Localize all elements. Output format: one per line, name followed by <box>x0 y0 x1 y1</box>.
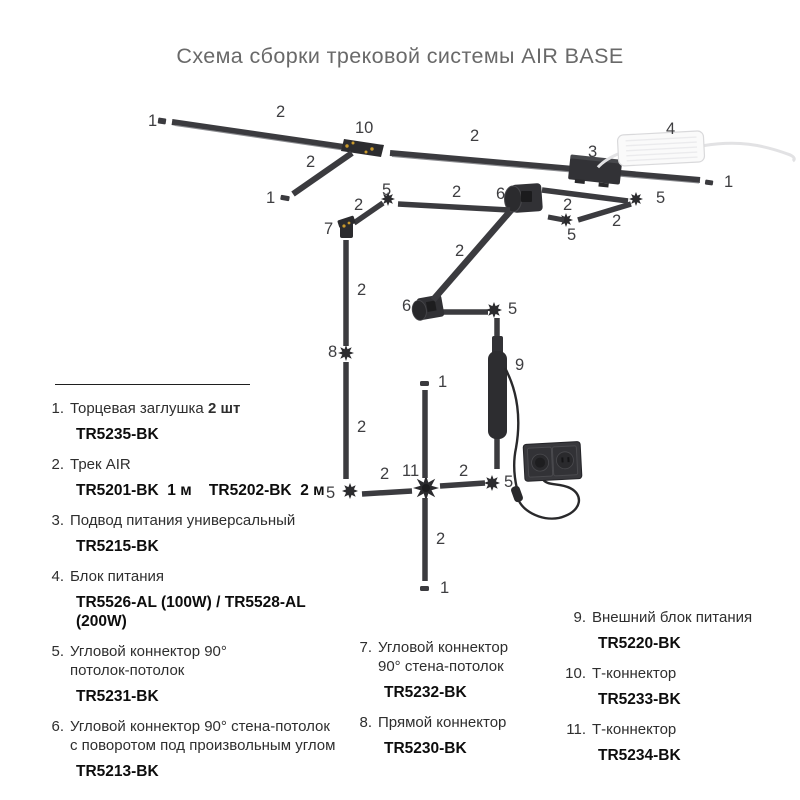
legend-item-code: TR5232-BK <box>384 684 467 701</box>
end-cap-icon <box>420 381 429 386</box>
part-number-label: 11 <box>402 462 420 480</box>
legend-item <box>40 567 350 631</box>
legend-item-code: TR5230-BK <box>384 740 467 757</box>
legend-divider <box>55 384 250 385</box>
legend-column-left <box>40 384 350 792</box>
legend-item-description: Трек AIR <box>70 456 131 473</box>
legend-column-right <box>562 608 787 776</box>
legend-item <box>40 511 350 556</box>
part-number-label: 2 <box>459 462 469 480</box>
track-segment <box>440 483 485 486</box>
part-number-label: 2 <box>380 465 390 483</box>
legend-item <box>348 638 568 702</box>
legend-item-number: 4. <box>51 568 64 585</box>
track-segment <box>542 190 628 201</box>
part-number-label: 2 <box>455 242 465 260</box>
legend-item <box>348 713 568 758</box>
legend-item-description: Внешний блок питания <box>592 609 753 626</box>
corner-connector-icon <box>484 475 500 491</box>
legend-column-middle <box>348 638 568 769</box>
legend-item-number: 2. <box>51 456 64 473</box>
legend-item <box>40 642 350 706</box>
part-number-label: 2 <box>436 530 446 548</box>
psu-cable <box>703 140 794 166</box>
part-number-label: 5 <box>504 473 514 491</box>
part-number-label: 5 <box>508 300 518 318</box>
t-connector-cross-center <box>422 484 430 492</box>
corner-connector-icon <box>486 302 502 318</box>
end-cap-icon <box>280 195 290 201</box>
part-number-label: 7 <box>324 220 334 238</box>
drop-track <box>280 153 352 201</box>
contact-dot <box>365 151 368 154</box>
track-segment <box>398 204 510 210</box>
legend-item-code: TR5213-BK <box>76 763 159 780</box>
legend-item <box>40 455 350 500</box>
legend-item <box>40 399 350 444</box>
part-number-label: 9 <box>515 356 525 374</box>
legend-item-description: Угловой коннектор 90° потолок-потолок <box>70 643 227 679</box>
part-number-label: 3 <box>588 143 598 161</box>
legend-item-description: Подвод питания универсальный <box>70 512 296 529</box>
part-number-label: 8 <box>328 343 338 361</box>
legend-item-code: TR5233-BK <box>598 691 681 708</box>
part-number-label: 2 <box>357 281 367 299</box>
track-segment <box>433 208 513 300</box>
part-number-label: 2 <box>452 183 462 201</box>
part-number-label: 2 <box>306 153 316 171</box>
part-number-label: 5 <box>656 189 666 207</box>
legend-item-code: TR5526-AL (100W) / TR5528-AL (200W) <box>76 594 310 630</box>
part-number-label: 2 <box>563 196 573 214</box>
track-segment <box>293 153 352 194</box>
legend-item-code: TR5231-BK <box>76 688 159 705</box>
legend-item-description: Т-коннектор <box>592 721 677 738</box>
swivel-connector-icon <box>410 294 444 321</box>
straight-connector-icon <box>338 345 354 361</box>
legend-item-description: Блок питания <box>70 568 164 585</box>
part-number-label: 1 <box>266 189 276 207</box>
part-number-label: 10 <box>355 119 374 137</box>
track-edge <box>175 125 343 150</box>
legend-item-description: Угловой коннектор 90° стена-потолок <box>378 639 509 675</box>
power-supply-icon <box>596 126 794 171</box>
part-number-label: 1 <box>724 173 734 191</box>
legend-item <box>562 608 787 653</box>
legend-item-code: TR5215-BK <box>76 538 159 555</box>
part-number-label: 5 <box>326 484 336 502</box>
end-cap-icon <box>420 586 429 591</box>
legend-item-code: TR5235-BK <box>76 426 159 443</box>
legend-item-code: TR5220-BK <box>598 635 681 652</box>
part-number-label: 2 <box>612 212 622 230</box>
part-number-label: 1 <box>148 112 158 130</box>
legend-item-number: 8. <box>359 714 372 731</box>
legend-item-number: 7. <box>359 639 372 656</box>
part-number-label: 2 <box>470 127 480 145</box>
legend-item-number: 10. <box>565 665 586 682</box>
part-number-label: 6 <box>496 185 506 203</box>
part-number-label: 2 <box>357 418 367 436</box>
part-number-label: 4 <box>666 120 676 138</box>
legend-item-code: TR5234-BK <box>598 747 681 764</box>
legend-item-number: 9. <box>573 609 586 626</box>
contact-dot <box>352 142 355 145</box>
track-segment <box>548 217 564 220</box>
page-title: Схема сборки трековой системы AIR BASE <box>176 44 624 68</box>
legend-item <box>40 717 350 781</box>
legend-item-number: 5. <box>51 643 64 660</box>
part-number-label: 5 <box>382 181 392 199</box>
legend-item-description: Торцевая заглушка 2 шт <box>70 400 241 417</box>
track-segment <box>578 204 631 220</box>
external-psu-icon <box>488 351 507 439</box>
part-number-label: 1 <box>440 579 450 597</box>
legend-item-number: 6. <box>51 718 64 735</box>
part-number-label: 6 <box>402 297 412 315</box>
legend-item-description: Прямой коннектор <box>378 714 507 731</box>
legend-item <box>562 664 787 709</box>
legend-item-number: 11. <box>566 721 586 738</box>
part-number-label: 2 <box>354 196 364 214</box>
part-number-label: 5 <box>567 226 577 244</box>
legend-item-number: 1. <box>51 400 64 417</box>
wall-socket-icon <box>523 442 582 482</box>
wall-ceiling-web <box>337 183 643 591</box>
contact-dot <box>370 147 373 150</box>
track-segment <box>172 122 344 147</box>
legend-item <box>562 720 787 765</box>
legend-item-description: Т-коннектор <box>592 665 677 682</box>
legend-item-number: 3. <box>51 512 64 529</box>
legend-item-code: TR5201-BK 1 м TR5202-BK 2 м <box>76 482 325 499</box>
track-segment <box>362 491 412 494</box>
contact-dot <box>345 144 348 147</box>
legend-item-description: Угловой коннектор 90° стена-потолок с поворотом под произвольным углом <box>70 718 336 754</box>
corner-connector-icon <box>337 215 356 238</box>
corner-connector-icon <box>629 192 643 206</box>
end-cap-icon <box>158 117 167 124</box>
part-number-label: 1 <box>438 373 448 391</box>
swivel-connector-icon <box>505 183 543 213</box>
part-number-label: 2 <box>276 103 286 121</box>
end-cap-icon <box>705 179 714 185</box>
